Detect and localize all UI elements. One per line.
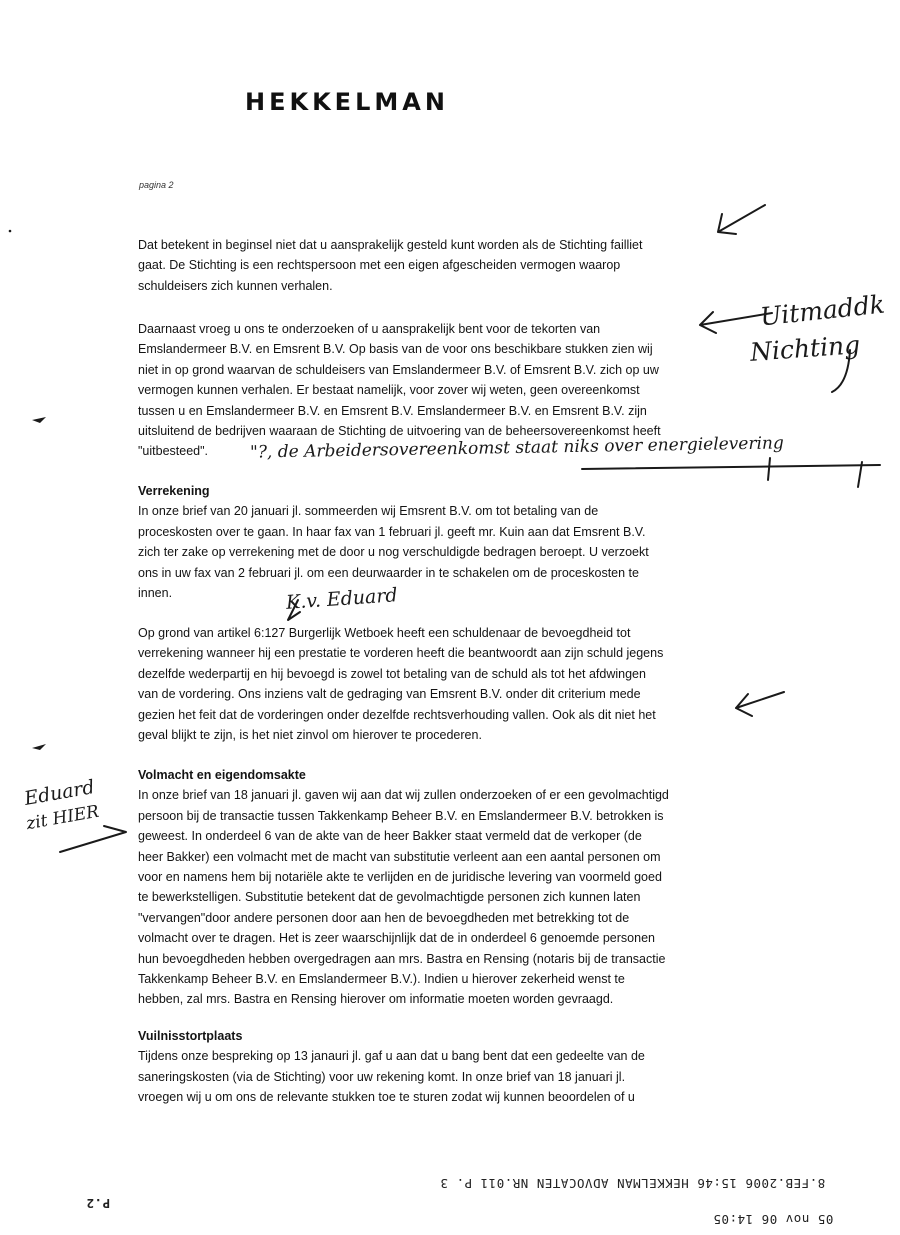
margin-dot [9, 230, 12, 233]
text-line: te bewerkstelligen. Substitutie betekent dat de gevolmachtigde personen zich kunnen laten [138, 890, 641, 905]
text-line: zich ter zake op verrekening met de door u nog verschuldigde bedragen beroept. U verzoekt [138, 545, 649, 560]
text-line: gaat. De Stichting is een rechtspersoon met een eigen afgescheiden vermogen waarop [138, 258, 621, 273]
text-line: innen. [138, 586, 173, 601]
intro-paragraph [138, 235, 738, 296]
arrow-icon [718, 205, 765, 234]
volmacht-section [138, 765, 738, 1010]
handwritten-margin-note-eduard: Eduard [22, 776, 97, 810]
text-line: ons in uw fax van 2 februari jl. om een deurwaarder in te schakelen om de proceskosten te [138, 565, 639, 580]
handwritten-note-arbeidersovereenkomst: "?, de Arbeidersovereenkomst staat niks over energielevering [249, 433, 784, 463]
text-line: Daarnaast vroeg u ons te onderzoeken of u aansprakelijk bent voor de tekorten van [138, 322, 601, 336]
tick-stroke [768, 458, 770, 480]
text-line: hebben, zal mrs. Bastra en Rensing hierover om informatie moeten worden gevraagd. [138, 992, 614, 1007]
company-logo: HEKKELMAN [245, 88, 449, 116]
fax-transmission-header: 8.FEB.2006 15:46 HEKKELMAN ADVOCATEN NR.011 P. 3 [440, 1176, 826, 1191]
handwritten-note-uitmaddk: Uitmaddk [758, 289, 887, 332]
text-line: dezelfde wederpartij en hij bevoegd is zowel tot betaling van de schuld als tot het afdwingen [138, 666, 646, 681]
text-line: uitsluitend de bedrijven waaraan de Stichting de uitvoering van de beheersovereenkomst heeft [138, 424, 661, 439]
text-line: Takkenkamp Beheer B.V. en Emslandermeer B.V.). Indien u hierover zekerheid wenst te [138, 972, 625, 987]
text-line: niet in op grond waarvan de schuldeisers van Emslandermeer B.V. of Emsrent B.V. zich op uw [138, 362, 659, 377]
page-label: pagina 2 [139, 180, 174, 190]
section-heading: Volmacht en eigendomsakte [138, 768, 306, 782]
handwritten-note-kv-eduard: K.v. Eduard [285, 584, 399, 614]
margin-stroke [60, 826, 126, 852]
handwritten-margin-note-zit-hier: zit HIER [24, 801, 101, 835]
text-line: Tijdens onze bespreking op 13 janauri jl. gaf u aan dat u bang bent dat een gedeelte van de [138, 1049, 645, 1064]
text-line: Op grond van artikel 6:127 Burgerlijk Wetboek heeft een schuldenaar de bevoegdheid tot [138, 626, 631, 640]
tick-stroke [858, 462, 862, 487]
text-line: volmacht over te dragen. Het is zeer waarschijnlijk dat de in onderdeel 6 genoemde personen [138, 931, 655, 946]
page-mark: P.2 [86, 1196, 111, 1211]
text-line: In onze brief van 20 januari jl. sommeerden wij Emsrent B.V. om tot betaling van de [138, 504, 599, 519]
text-line: vroegen wij u om ons de relevante stukken toe te sturen zodat wij kunnen beoordelen of u [138, 1090, 635, 1105]
margin-mark [32, 744, 46, 750]
text-line: van de vordering. Ons inziens valt de gedraging van Emsrent B.V. onder dit criterium mede [138, 687, 641, 702]
text-line: "vervangen"door andere personen door aan hen de bevoegdheden met betrekking tot de [138, 910, 630, 925]
verrekening-section [138, 481, 738, 603]
text-line: persoon bij de transactie tussen Takkenkamp Beheer B.V. en Emslandermeer B.V. betrokken is [138, 808, 664, 823]
text-line: gezien het feit dat de vorderingen onder dezelfde rechtsverhouding vallen. Ook als dit niet het [138, 707, 656, 722]
underline-stroke [582, 465, 880, 469]
arrow-icon [736, 692, 784, 716]
text-line: Dat betekent in beginsel niet dat u aansprakelijk gesteld kunt worden als de Stichting failliet [138, 238, 643, 252]
vuilnis-section [138, 1026, 738, 1108]
text-line: proceskosten over te gaan. In haar fax van 1 februari jl. geeft mr. Kuin aan dat Emsrent B.V. [138, 524, 646, 539]
text-line: verrekening wanneer hij een prestatie te vorderen heeft die beantwoordt aan zijn schuld jegens [138, 646, 664, 661]
section-heading: Vuilnisstortplaats [138, 1029, 243, 1043]
fax-date-stamp: 05 nov 06 14:05 [713, 1212, 834, 1227]
text-line: "uitbesteed". [138, 444, 209, 459]
text-line: voor en namens hem bij notariële akte te verlijden en de juridische levering van voormeld goed [138, 870, 662, 885]
text-line: geval blijkt te zijn, is het niet zinvol om hierover te procederen. [138, 728, 482, 743]
text-line: Emslandermeer B.V. en Emsrent B.V. Op basis van de voor ons beschikbare stukken zien wij [138, 342, 653, 357]
verrekening-paragraph-2 [138, 623, 738, 745]
margin-mark [32, 417, 46, 423]
text-line: In onze brief van 18 januari jl. gaven wij aan dat wij zullen onderzoeken of er een gevolmachtigd [138, 788, 669, 803]
handwritten-note-nichting: Nichting [749, 330, 862, 367]
section-heading: Verrekening [138, 484, 210, 498]
text-line: tussen u en Emslandermeer B.V. en Emsrent B.V. Emslandermeer B.V. en Emsrent B.V. zijn [138, 403, 647, 418]
text-line: heer Bakker) een volmacht met de macht van substitutie verleent aan een aantal personen om [138, 849, 661, 864]
text-line: saneringskosten (via de Stichting) voor uw rekening komt. In onze brief van 18 januari jl. [138, 1069, 626, 1084]
text-line: schuldeisers zich kunnen verhalen. [138, 278, 333, 293]
text-line: vermogen kunnen verhalen. Er bestaat namelijk, voor zover wij weten, geen overeenkomst [138, 383, 640, 398]
text-line: geweest. In onderdeel 6 van de akte van de heer Bakker staat vermeld dat de verkoper (de [138, 829, 642, 844]
text-line: hun bevoegdheden hebben overgedragen aan mrs. Bastra en Rensing (notaris bij de transactie [138, 951, 666, 966]
